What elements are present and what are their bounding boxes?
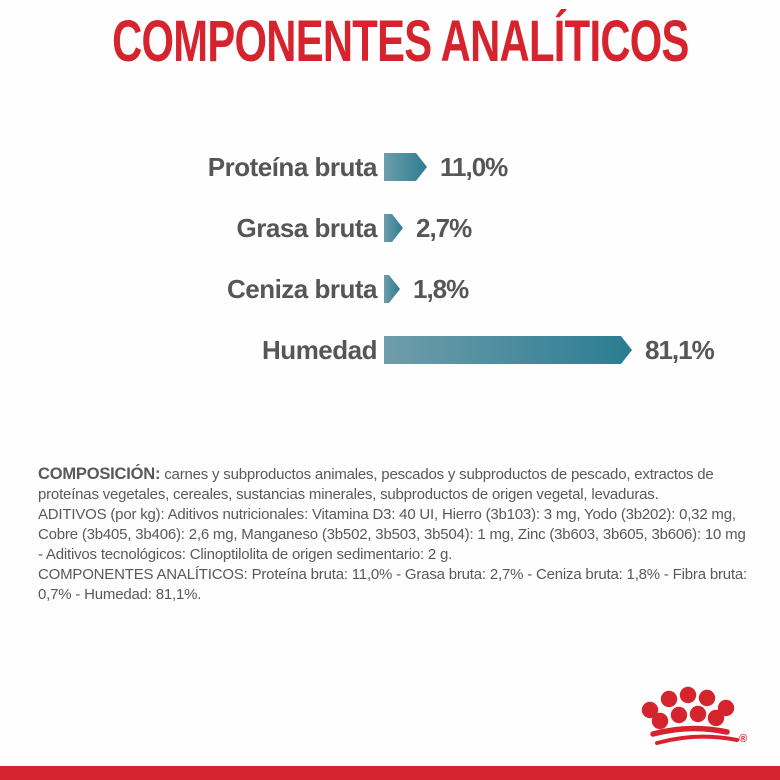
chart-row-value: 2,7% [416,212,472,243]
componentes-paragraph [38,565,754,605]
chart-row-label: Proteína bruta [207,151,377,182]
aditivos-text: ADITIVOS (por kg): Aditivos nutricionales: Vitamina D3: 40 UI, Hierro (3b103): 3 mg, Yodo (3b202): 0,32 mg, Cobre (3b405, 3b406): 2,6 mg, Manganeso (3b502, 3b503, 3b504): 1 mg, Zinc (3b603, 3b605, 3b606): 10 mg - Aditivos tecnológicos: Clinoptilolita de origen sedimentario: 2 g. [38,506,746,563]
bar-chart [0,150,780,394]
chart-row-value: 1,8% [413,273,469,304]
chart-bar [384,275,400,303]
chart-row [0,150,780,184]
chart-bar [384,336,632,364]
page-title [0,9,780,74]
info-text-block [38,464,754,605]
componentes-text: COMPONENTES ANALÍTICOS: Proteína bruta: 11,0% - Grasa bruta: 2,7% - Ceniza bruta: 1,8% - Fibra bruta: 0,7% - Humedad: 81,1%. [38,566,747,603]
chart-row [0,333,780,367]
chart-bar [384,214,403,242]
crown-arc-thin [657,737,737,743]
composicion-label: COMPOSICIÓN: [38,465,161,483]
chart-row [0,272,780,306]
chart-row-value: 11,0% [440,151,508,182]
page-title-text: COMPONENTES ANALÍTICOS [112,9,689,74]
chart-row-label: Ceniza bruta [226,273,377,304]
chart-row-label: Grasa bruta [236,212,377,243]
chart-row-label: Humedad [262,334,377,365]
crown-arc-thick [653,728,727,734]
chart-bar [384,153,427,181]
crown-dots [642,687,734,729]
registered-trademark-symbol: ® [739,733,748,745]
aditivos-paragraph [38,505,754,565]
composicion-text: carnes y subproductos animales, pescados y subproductos de pescado, extractos de proteínas vegetales, cereales, sustancias minerales, subproductos de origen vegetal, levaduras. [38,466,714,503]
composicion-paragraph [38,464,754,505]
chart-row [0,211,780,245]
chart-row-value: 81,1% [645,334,714,365]
footer-red-strip [0,766,780,780]
